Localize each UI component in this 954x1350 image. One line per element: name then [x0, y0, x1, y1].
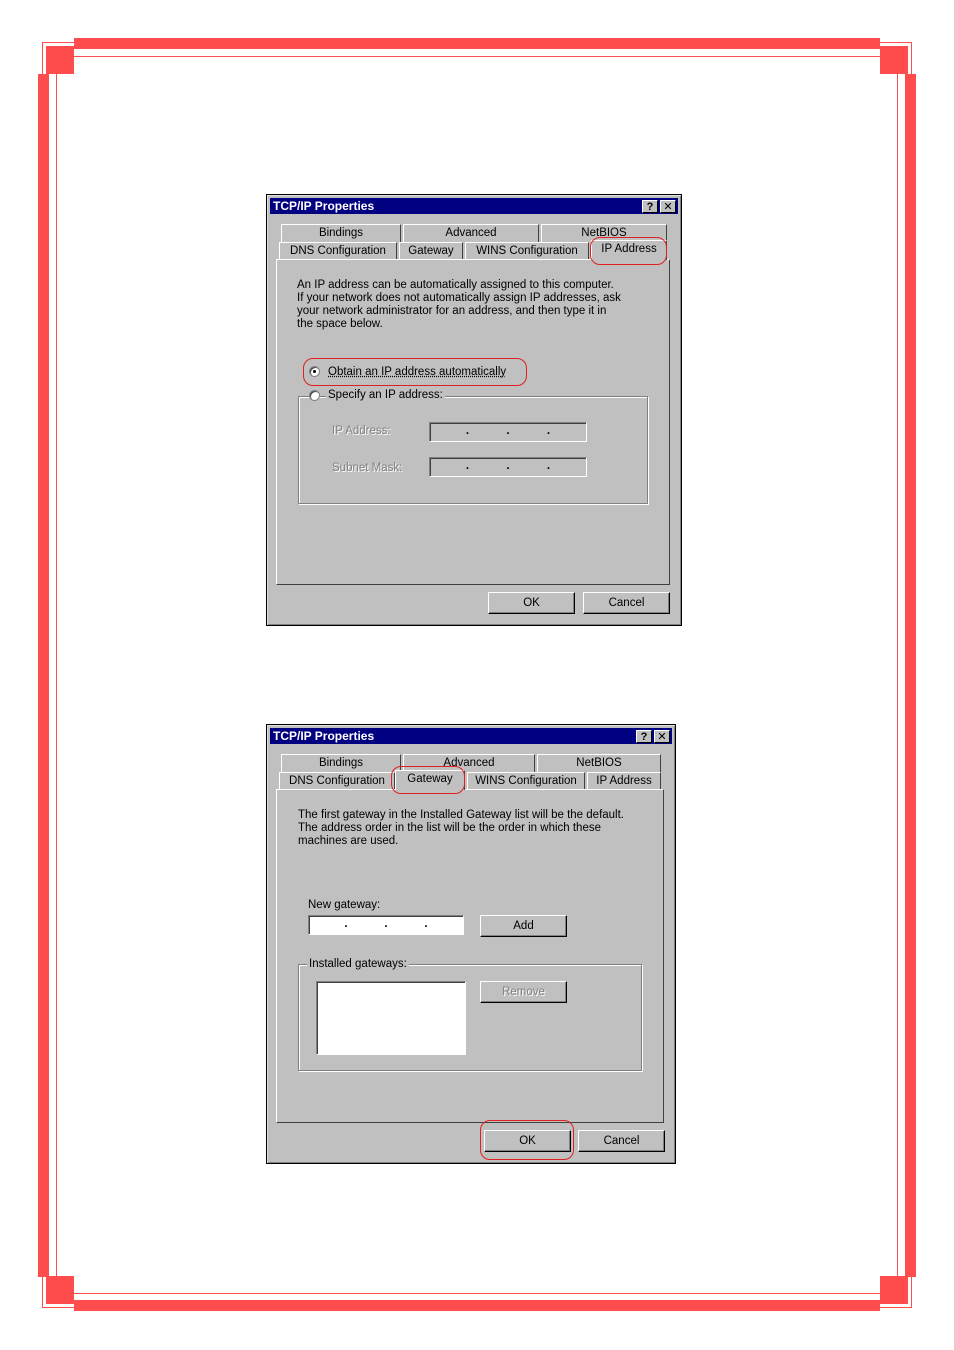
- tab-wins-configuration[interactable]: WINS Configuration: [467, 772, 585, 790]
- installed-gateways-label: Installed gateways:: [309, 958, 407, 970]
- tab-ip-address[interactable]: IP Address: [587, 772, 661, 790]
- tab-gateway[interactable]: Gateway: [399, 242, 463, 260]
- tab-bindings[interactable]: Bindings: [281, 224, 401, 242]
- title-bar: [270, 198, 678, 214]
- specify-ip-groupbox: [298, 396, 648, 504]
- tab-dns-configuration[interactable]: DNS Configuration: [279, 242, 397, 260]
- cancel-button[interactable]: Cancel: [578, 1130, 665, 1152]
- help-button[interactable]: ?: [642, 200, 658, 213]
- obtain-automatically-label[interactable]: Obtain an IP address automatically: [328, 366, 507, 378]
- specify-ip-label[interactable]: Specify an IP address:: [328, 389, 443, 401]
- remove-button[interactable]: Remove: [480, 981, 567, 1003]
- new-gateway-field[interactable]: . . .: [308, 915, 464, 935]
- tab-netbios[interactable]: NetBIOS: [537, 754, 661, 772]
- description-text: An IP address can be automatically assigned to this computer. If your network does not automatically assign IP addresses, ask your network administrator for an address, and then type it in the space below.: [297, 279, 621, 330]
- help-button[interactable]: ?: [636, 730, 652, 743]
- tab-ip-address[interactable]: IP Address: [591, 240, 667, 260]
- close-button[interactable]: ✕: [654, 730, 670, 743]
- tab-netbios[interactable]: NetBIOS: [541, 224, 667, 242]
- close-button[interactable]: ✕: [660, 200, 676, 213]
- radio-obtain-automatically[interactable]: [309, 366, 320, 377]
- subnet-mask-field[interactable]: . . .: [429, 457, 587, 477]
- description-text: The first gateway in the Installed Gateway list will be the default. The address order in the list will be the order in which these machines are used.: [298, 809, 624, 847]
- ok-button[interactable]: OK: [484, 1130, 571, 1152]
- dialog-title: TCP/IP Properties: [273, 199, 375, 213]
- tab-advanced[interactable]: Advanced: [403, 754, 535, 772]
- cancel-button[interactable]: Cancel: [583, 592, 670, 614]
- dialog-title: TCP/IP Properties: [273, 729, 375, 743]
- tab-dns-configuration[interactable]: DNS Configuration: [279, 772, 395, 790]
- tab-advanced[interactable]: Advanced: [403, 224, 539, 242]
- ip-address-field[interactable]: . . .: [429, 422, 587, 442]
- radio-specify-ip[interactable]: [309, 390, 320, 401]
- ip-address-label: IP Address:: [332, 425, 391, 437]
- title-bar: [270, 728, 672, 744]
- ok-button[interactable]: OK: [488, 592, 575, 614]
- subnet-mask-label: Subnet Mask:: [332, 462, 403, 474]
- tcpip-properties-dialog-gateway: [266, 724, 676, 1164]
- tcpip-properties-dialog-ip: [266, 194, 682, 626]
- new-gateway-label: New gateway:: [308, 899, 381, 911]
- add-button[interactable]: Add: [480, 915, 567, 937]
- tab-bindings[interactable]: Bindings: [281, 754, 401, 772]
- tab-gateway[interactable]: Gateway: [395, 770, 465, 790]
- tab-wins-configuration[interactable]: WINS Configuration: [465, 242, 589, 260]
- installed-gateways-list[interactable]: [316, 981, 466, 1055]
